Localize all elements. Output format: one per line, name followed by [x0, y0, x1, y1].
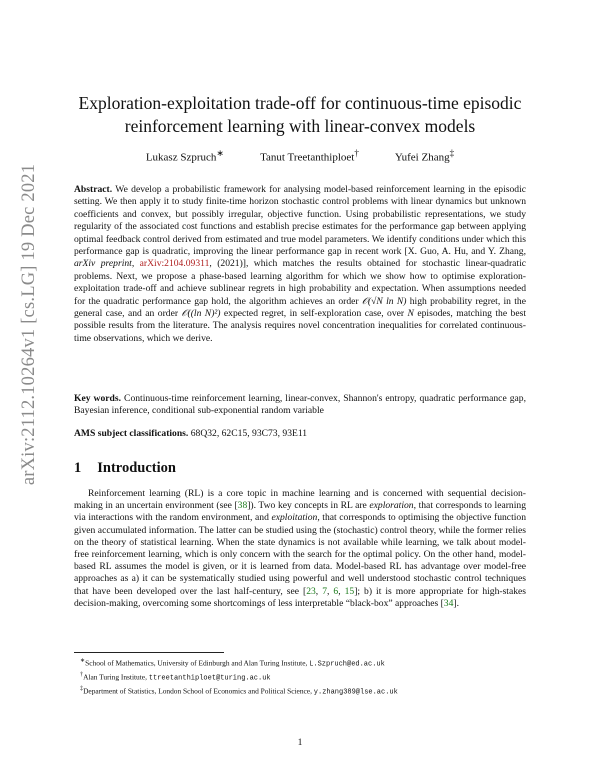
citation-link[interactable]: 23 — [306, 585, 316, 597]
arxiv-id-text: arXiv:2112.10264v1 [cs.LG] 19 Dec 2021 — [19, 163, 40, 485]
abstract-label: Abstract. — [74, 184, 113, 195]
title-line-2: reinforcement learning with linear-convex models — [124, 116, 476, 136]
intro-paragraph: Reinforcement learning (RL) is a core topic in machine learning and is concerned with sequential decision-making in an uncertain environment (see [38]). Two key concepts in RL are exploration, that corresponds to learning via interactions with the random environment, and exploitation, that corresponds to optimising the objective function given accumulated information. The latter can be studied using the (stochastic) control theory, while the former relies on the theory of statistical learning. When the state dynamics is not available while learning, we talk about model-free reinforcement learning, which is only concern with the search for the optimal policy. On the other hand, model-based RL assumes the model is given, or it is learned from data. Model-based RL has advantage over model-free approaches as a) it can be systematically studied using powerful and well understood stochastic control techniques that have been developed over the last half-century, see [23, 7, 6, 15]; b) it is more appropriate for high-stakes decision-making, overcoming some shortcomings of less interpretable “black-box” approaches [34]. — [74, 488, 527, 609]
abstract: Abstract. We develop a probabilistic framework for analysing model-based reinforcement learning in the episodic setting. We then apply it to study finite-time horizon stochastic control problems with linear dynamics but unknown coefficients and convex, but possibly irregular, objective function. Using probabilistic representations, we study regularity of the associated cost functions and establish precise estimates for the performance gap between applying optimal feedback control derived from estimated and true model parameters. We identify conditions under which this performance gap is quadratic, improving the linear performance gap in recent work [X. Guo, A. Hu, and Y. Zhang, arXiv preprint, arXiv:2104.09311, (2021)], which matches the results obtained for stochastic linear-quadratic problems. Next, we propose a phase-based learning algorithm for which we show how to optimise exploration-exploitation trade-off and achieve sublinear regrets in high probability and expectation. When assumptions needed for the quadratic performance gap hold, the algorithm achieves an order 𝒪(√N ln N) high probability regret, in the general case, and an order 𝒪((ln N)²) expected regret, in self-exploration case, over N episodes, matching the best possible results from the literature. The analysis requires novel concentration inequalities for correlated continuous-time observations, which we derive. — [74, 184, 526, 344]
keywords: Key words. Continuous-time reinforcement learning, linear-convex, Shannon's entropy, quadratic performance gap, Bayesian inference, conditional sub-exponential random variable — [74, 393, 526, 417]
section-heading — [74, 460, 176, 477]
arxiv-reference-link[interactable]: arXiv:2104.09311 — [139, 258, 210, 270]
footnote: ∗School of Mathematics, University of Edinburgh and Alan Turing Institute, L.Szpruch@ed.ac.uk — [80, 658, 385, 669]
email-link[interactable]: ttreetanthiploet@turing.ac.uk — [148, 674, 271, 683]
author: Tanut Treetanthiploet† — [260, 148, 359, 164]
keywords-label: Key words. — [74, 393, 122, 404]
author: Yufei Zhang‡ — [394, 148, 455, 164]
footnotes — [80, 656, 532, 698]
paper-title — [60, 92, 540, 138]
arxiv-side-stamp — [16, 108, 44, 540]
section-title: Introduction — [97, 460, 176, 476]
footnote-rule — [74, 652, 224, 653]
citation-link[interactable]: 15 — [344, 585, 355, 597]
author: Lukasz Szpruch∗ — [145, 148, 225, 164]
ams-label: AMS subject classifications. — [74, 428, 189, 439]
citation-link[interactable]: 6 — [333, 585, 339, 597]
email-link[interactable]: y.zhang389@lse.ac.uk — [313, 688, 398, 697]
section-number: 1 — [74, 460, 82, 476]
page-number: 1 — [297, 737, 303, 748]
title-line-1: Exploration-exploitation trade-off for continuous-time episodic — [78, 93, 522, 113]
citation-link[interactable]: 38 — [237, 500, 248, 512]
citation-link[interactable]: 34 — [443, 597, 454, 609]
math-regret-1: 𝒪(√N ln N) — [361, 295, 407, 307]
math-regret-2: 𝒪((ln N)²) — [181, 308, 221, 320]
author-list — [60, 148, 540, 164]
footnote: ‡Department of Statistics, London School of Economics and Political Science, y.zhang389@lse.ac.uk — [80, 685, 398, 697]
ams-classifications: AMS subject classifications. 68Q32, 62C15, 93C73, 93E11 — [74, 428, 308, 439]
footnote: †Alan Turing Institute, ttreetanthiploet@turing.ac.uk — [80, 671, 271, 683]
citation-link[interactable]: 7 — [322, 585, 327, 597]
email-link[interactable]: L.Szpruch@ed.ac.uk — [309, 660, 385, 669]
